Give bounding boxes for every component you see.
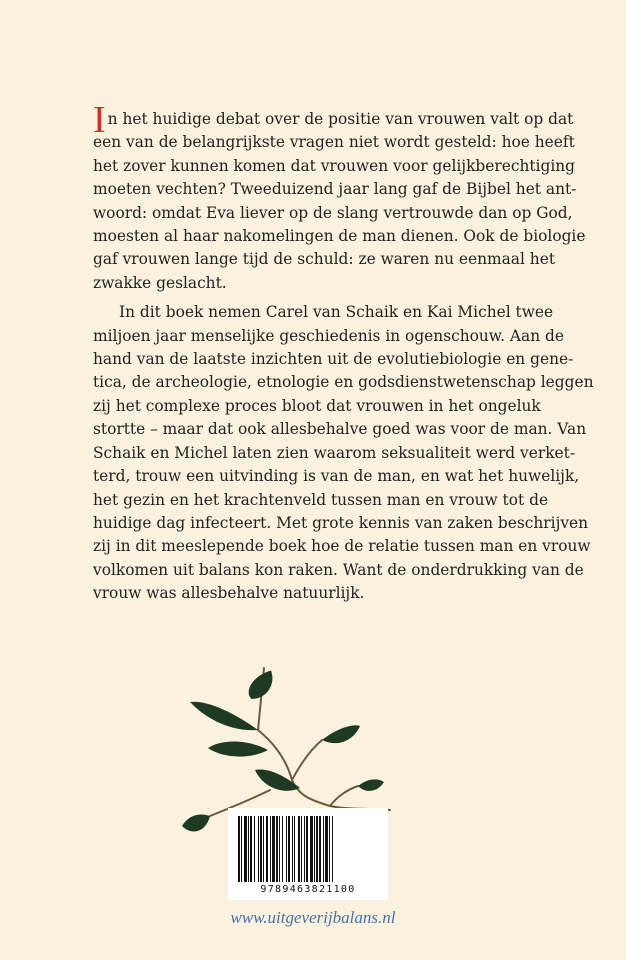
barcode-bar (314, 816, 315, 882)
barcode-bars (236, 816, 380, 882)
text-line: het zover kunnen komen dat vrouwen voor gelijkberechtiging (93, 156, 576, 175)
text-line: gaf vrouwen lange tijd de schuld: ze waren nu eenmaal het (93, 250, 556, 269)
barcode-bar (241, 816, 242, 882)
isbn-barcode (228, 808, 388, 900)
paragraph-1 (93, 99, 586, 295)
text-line: Schaik en Michel laten zien waarom seksualiteit werd verket- (93, 443, 576, 462)
leaf (182, 814, 210, 831)
barcode-bar (282, 816, 283, 882)
barcode-bar (258, 816, 259, 882)
barcode-bar (332, 816, 333, 882)
leaf (322, 725, 360, 743)
barcode-bar (306, 816, 308, 882)
barcode-bar (260, 816, 262, 882)
barcode-bar (263, 816, 264, 882)
text-line: hand van de laatste inzichten uit de evolutiebiologie en gene- (93, 350, 574, 369)
barcode-bar (286, 816, 287, 882)
barcode-bar (329, 816, 330, 882)
barcode-bar (238, 816, 240, 882)
paragraph-2 (93, 301, 594, 605)
text-line: een van de belangrijkste vragen niet wordt gesteld: hoe heeft (93, 133, 575, 152)
barcode-bar (292, 816, 293, 882)
barcode-bar (279, 816, 280, 882)
barcode-bar (248, 816, 249, 882)
barcode-bar (304, 816, 305, 882)
leaf (208, 742, 268, 757)
barcode-bar (288, 816, 290, 882)
text-line: terd, trouw een uitvinding is van de man, en wat het huwelijk, (93, 467, 580, 486)
text-line: vrouw was allesbehalve natuurlijk. (93, 584, 365, 603)
text-line: volkomen uit balans kon raken. Want de onderdrukking van de (93, 560, 584, 579)
text-line: zwakke geslacht. (93, 273, 227, 292)
drop-cap: I (93, 99, 106, 141)
text-line: moeten vechten? Tweeduizend jaar lang gaf de Bijbel het ant- (93, 180, 577, 199)
text-line: zij in dit meeslepende boek hoe de relatie tussen man en vrouw (93, 537, 591, 556)
text-line: n het huidige debat over de positie van vrouwen valt op dat (107, 110, 574, 128)
leaf (190, 702, 258, 730)
barcode-bar (301, 816, 302, 882)
barcode-bar (254, 816, 255, 882)
text-line: het gezin en het krachtenveld tussen man en vrouw tot de (93, 490, 549, 509)
barcode-bar (270, 816, 271, 882)
isbn-number: 9789463821100 (260, 884, 356, 895)
leaf (255, 770, 300, 791)
barcode-bar (294, 816, 295, 882)
text-line: tica, de archeologie, etnologie en godsdienstwetenschap leggen (93, 373, 594, 392)
barcode-bar (244, 816, 247, 882)
leaf (358, 779, 384, 791)
text-line: huidige dag infecteert. Met grote kennis van zaken beschrijven (93, 513, 589, 532)
barcode-bar (250, 816, 252, 882)
text-line: moesten al haar nakomelingen de man dienen. Ook de biologie (93, 227, 586, 246)
back-cover-blurb (93, 99, 594, 612)
barcode-bar (325, 816, 328, 882)
barcode-bar (319, 816, 321, 882)
barcode-bar (323, 816, 324, 882)
barcode-bar (298, 816, 300, 882)
text-line: In dit boek nemen Carel van Schaik en Kai Michel twee (119, 303, 554, 322)
text-line: zij het complexe proces bloot dat vrouwen in het ongeluk (93, 396, 541, 415)
publisher-website[interactable]: www.uitgeverijbalans.nl (230, 908, 396, 927)
text-line: woord: omdat Eva liever op de slang vertrouwde dan op God, (93, 203, 573, 222)
barcode-bar (276, 816, 278, 882)
barcode-bar (266, 816, 268, 882)
text-line: stortte – maar dat ook allesbehalve goed was voor de man. Van (93, 420, 587, 439)
barcode-bar (272, 816, 275, 882)
text-line: miljoen jaar menselijke geschiedenis in ogenschouw. Aan de (93, 326, 564, 345)
barcode-bar (310, 816, 313, 882)
barcode-bar (316, 816, 318, 882)
